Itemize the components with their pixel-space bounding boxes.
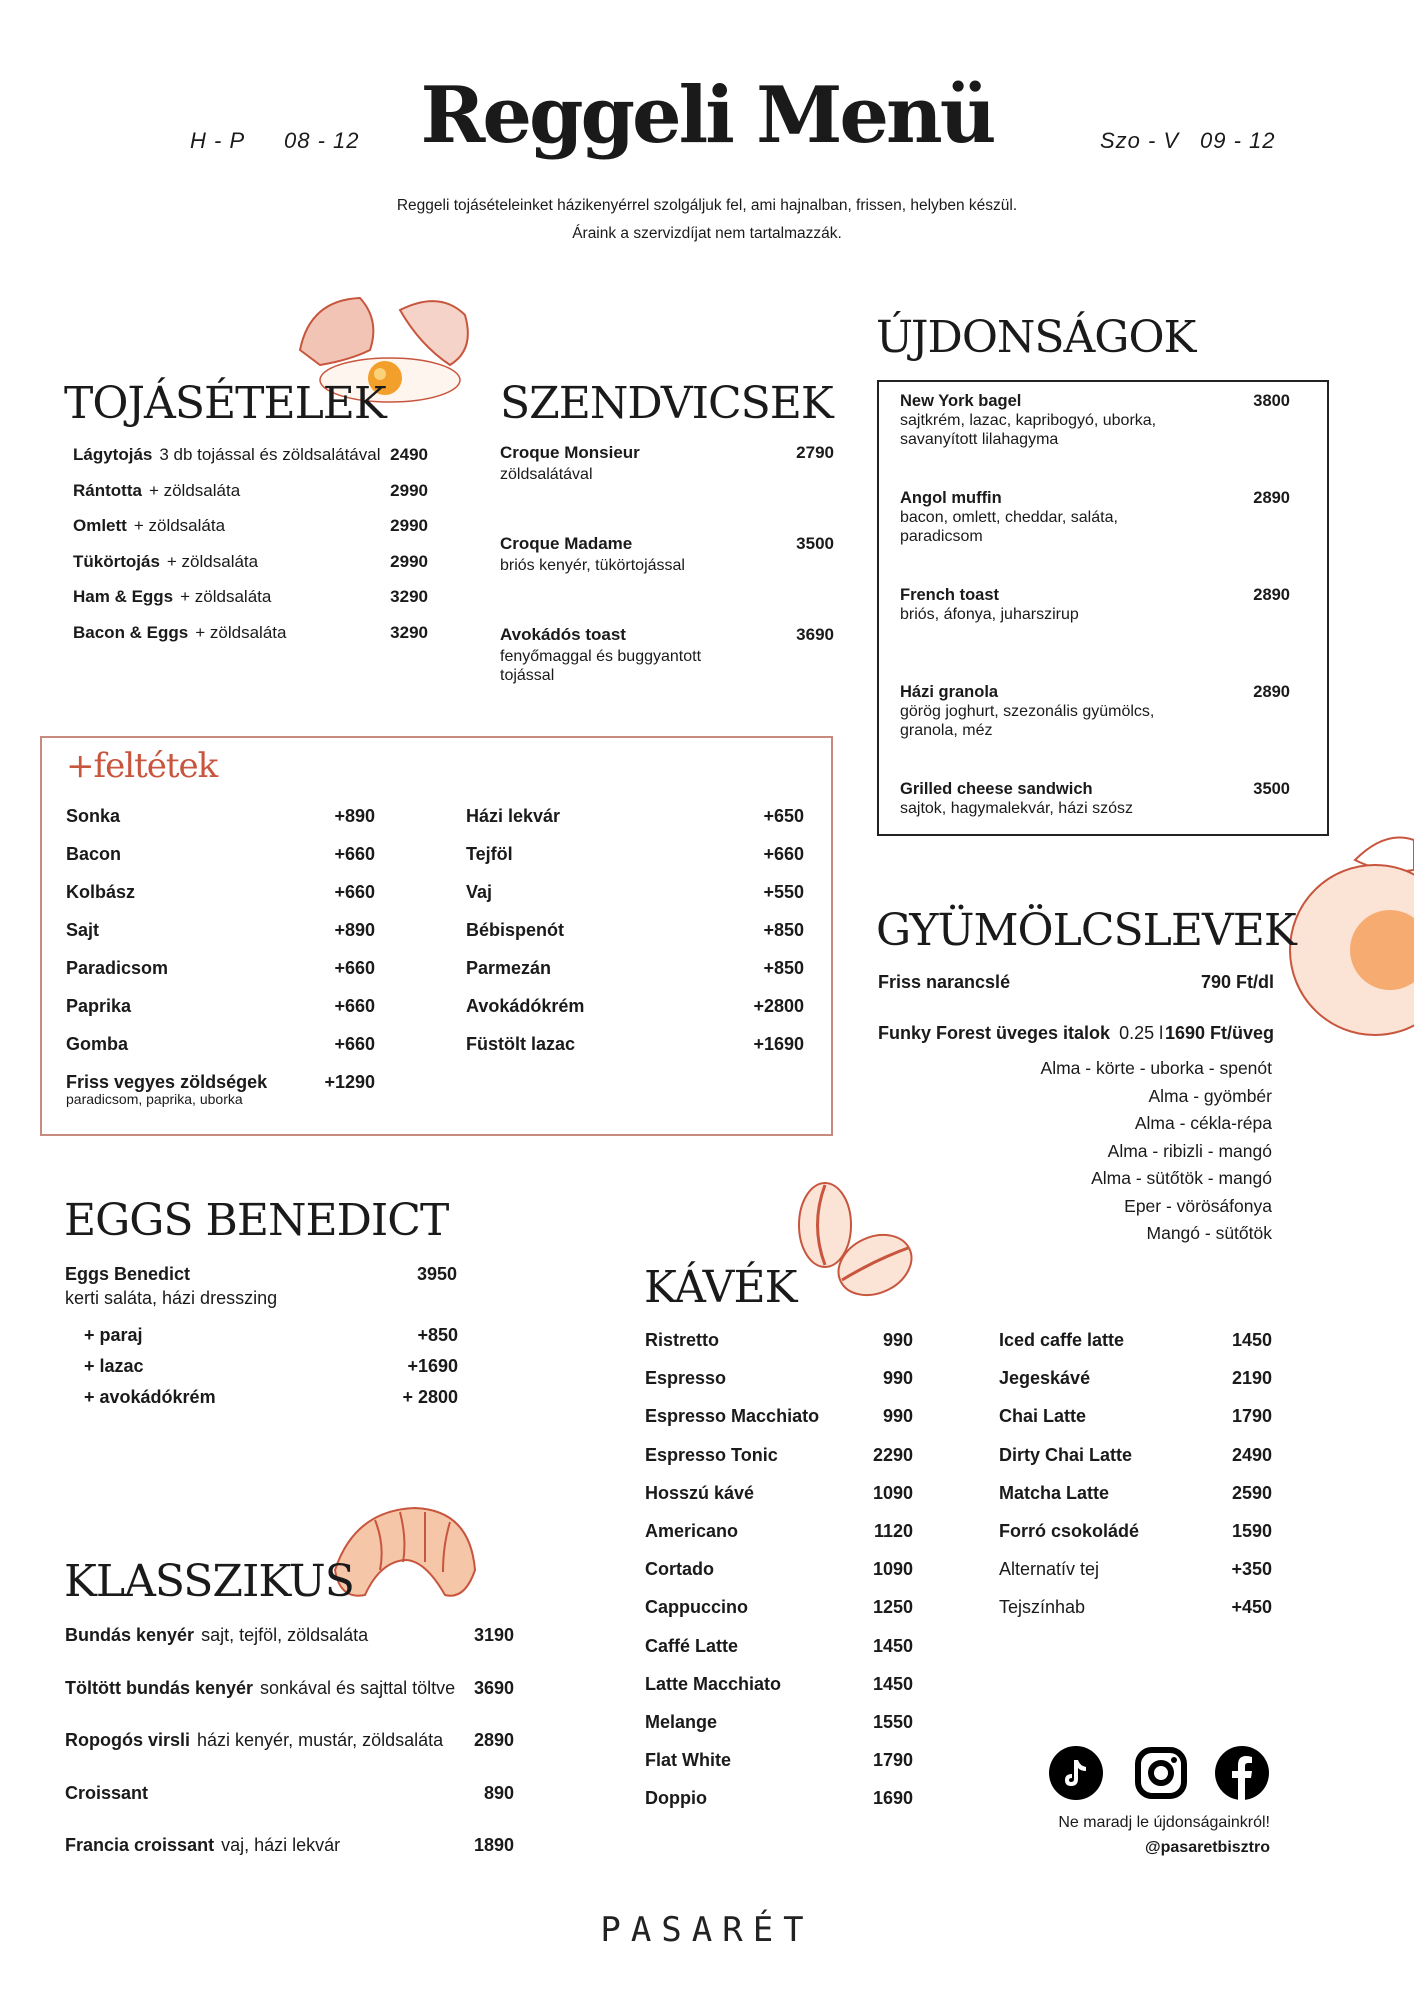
ujdonsag-item bbox=[900, 586, 1290, 624]
tojas-item-name: Ham & Eggs bbox=[73, 587, 174, 606]
kave-item bbox=[999, 1330, 1272, 1351]
tojas-item-price: 3290 bbox=[390, 587, 428, 606]
kave-item bbox=[999, 1368, 1272, 1389]
tojas-item bbox=[73, 481, 428, 501]
tojas-item-name: Bacon & Eggs bbox=[73, 622, 189, 642]
feltet-item bbox=[66, 806, 375, 827]
kave-item bbox=[645, 1750, 913, 1771]
juice-flavor: Eper - vörösáfonya bbox=[1124, 1195, 1272, 1216]
feltet-item-label bbox=[66, 844, 121, 865]
klasszikus-item-price: 3690 bbox=[473, 1677, 514, 1698]
kave-item-price: 1590 bbox=[1231, 1521, 1272, 1541]
kave-item-name: Cortado bbox=[645, 1559, 714, 1580]
kave-item-price: 1450 bbox=[872, 1673, 913, 1694]
tojas-item-desc: + zöldsaláta bbox=[166, 551, 259, 571]
feltet-item-price: +1290 bbox=[324, 1072, 375, 1092]
tojas-item-label bbox=[73, 445, 381, 465]
kave-item-name: Jegeskávé bbox=[999, 1368, 1091, 1389]
orange-juice-name: Friss narancslé bbox=[878, 972, 1011, 992]
ujdonsag-item-price: 2890 bbox=[1253, 489, 1290, 507]
kave-item bbox=[999, 1597, 1272, 1618]
funky-name: Funky Forest üveges italok bbox=[878, 1023, 1111, 1043]
szendvics-item-desc: briós kenyér, tükörtojással bbox=[500, 557, 685, 574]
funky-size: 0.25 l bbox=[1119, 1023, 1164, 1043]
kave-item-name: Melange bbox=[645, 1712, 718, 1732]
kave-item bbox=[999, 1521, 1272, 1542]
tojas-item bbox=[73, 516, 428, 536]
feltet-item bbox=[466, 1034, 804, 1055]
klasszikus-item-label bbox=[65, 1678, 455, 1699]
feltet-item-label bbox=[66, 1034, 128, 1055]
feltet-item-name: Bébispenót bbox=[466, 920, 565, 940]
klasszikus-item-desc: vaj, házi lekvár bbox=[221, 1835, 341, 1855]
tojas-item bbox=[73, 445, 428, 465]
ujdonsag-item-desc: sajtok, hagymalekvár, házi szósz bbox=[900, 800, 1133, 817]
kave-item-name: Americano bbox=[645, 1521, 739, 1541]
ujdonsag-item bbox=[900, 489, 1290, 546]
instagram-icon[interactable] bbox=[1134, 1746, 1188, 1800]
ujdonsag-item-desc: briós, áfonya, juharszirup bbox=[900, 606, 1079, 623]
tojas-item bbox=[73, 552, 428, 572]
kave-item-price: 990 bbox=[882, 1406, 913, 1427]
kave-item-name: Tejszínhab bbox=[999, 1597, 1086, 1618]
szendvics-item-name: Avokádós toast bbox=[500, 625, 626, 644]
feltet-item-name: Kolbász bbox=[66, 882, 136, 902]
feltet-item bbox=[66, 996, 375, 1017]
klasszikus-item bbox=[65, 1730, 514, 1751]
feltet-item-price: +660 bbox=[334, 958, 375, 978]
tojas-item-label bbox=[73, 587, 271, 607]
juice-flavor: Mangó - sütőtök bbox=[1146, 1223, 1272, 1243]
kave-item-name: Ristretto bbox=[645, 1330, 720, 1350]
tojas-item-label bbox=[73, 481, 240, 501]
kave-item-price: 1090 bbox=[872, 1559, 913, 1580]
ujdonsag-item-desc: sajtkrém, lazac, kapribogyó, uborka, savanyított lilahagyma bbox=[900, 412, 1157, 448]
feltet-item-name: Avokádókrém bbox=[466, 996, 585, 1016]
funky-price: 1690 Ft/üveg bbox=[1164, 1023, 1274, 1043]
klasszikus-item-price: 890 bbox=[483, 1782, 514, 1803]
szendvics-item bbox=[500, 443, 834, 484]
benedict-extra-price: +1690 bbox=[407, 1356, 458, 1376]
szendvics-item bbox=[500, 534, 834, 575]
ujdonsag-item-name: Angol muffin bbox=[900, 489, 1002, 507]
kave-item-name: Doppio bbox=[645, 1788, 707, 1809]
kave-item-price: 1790 bbox=[1231, 1406, 1272, 1427]
feltet-item-price: +660 bbox=[334, 996, 375, 1016]
feltet-item-price: +550 bbox=[763, 882, 804, 902]
tojas-item bbox=[73, 587, 428, 607]
weekday-hours: 08 - 12 bbox=[284, 128, 360, 153]
feltet-item-name: Tejföl bbox=[466, 844, 513, 864]
feltet-item-price: +850 bbox=[763, 920, 804, 940]
orange-juice-price: 790 Ft/dl bbox=[1200, 972, 1274, 992]
kave-item-name: Espresso Tonic bbox=[645, 1444, 778, 1465]
kave-item-name: Hosszú kávé bbox=[645, 1482, 755, 1503]
kave-item-price: 1090 bbox=[872, 1482, 913, 1503]
feltet-item-desc: paradicsom, paprika, uborka bbox=[66, 1091, 243, 1107]
feltet-item-price: +660 bbox=[334, 844, 375, 864]
feltet-item-name: Paradicsom bbox=[66, 958, 169, 978]
section-title-gyumolcslevek: GYÜMÖLCSLEVEK bbox=[876, 905, 1296, 956]
tojas-item-price: 3290 bbox=[390, 622, 428, 642]
kave-item-price: +350 bbox=[1231, 1559, 1272, 1580]
ujdonsag-item-name: French toast bbox=[900, 586, 1000, 604]
kave-item-name: Espresso Macchiato bbox=[645, 1406, 820, 1427]
kave-item bbox=[999, 1406, 1272, 1427]
ujdonsag-item-price: 2890 bbox=[1253, 683, 1290, 701]
feltet-item-price: +890 bbox=[334, 920, 375, 940]
orange-juice-row bbox=[878, 972, 1274, 993]
kave-item bbox=[645, 1445, 913, 1466]
kave-item-price: 990 bbox=[882, 1368, 913, 1389]
feltet-item bbox=[66, 882, 375, 903]
kave-item bbox=[645, 1521, 913, 1542]
klasszikus-item-desc: sonkával és sajttal töltve bbox=[260, 1677, 456, 1698]
tojas-item-desc: 3 db tojással és zöldsalátával bbox=[159, 445, 381, 464]
klasszikus-item-name: Ropogós virsli bbox=[65, 1730, 191, 1750]
szendvics-item-name: Croque Madame bbox=[500, 534, 633, 553]
szendvics-item-price: 2790 bbox=[796, 443, 834, 462]
tojas-item-name: Omlett bbox=[73, 516, 127, 535]
tojas-item-price: 2490 bbox=[390, 445, 428, 464]
feltet-item-price: +850 bbox=[763, 958, 804, 978]
feltet-item-name: Sonka bbox=[66, 806, 121, 826]
kave-item-name: Latte Macchiato bbox=[645, 1673, 782, 1694]
feltet-item-label bbox=[66, 806, 120, 827]
benedict-desc: kerti saláta, házi dresszing bbox=[65, 1288, 278, 1308]
benedict-extra-name: + lazac bbox=[84, 1356, 144, 1376]
feltet-item-price: +890 bbox=[334, 806, 375, 826]
kave-item-price: 2290 bbox=[872, 1444, 913, 1465]
feltet-item-label bbox=[66, 882, 135, 903]
tojas-item-label bbox=[73, 516, 225, 536]
kave-item bbox=[645, 1559, 913, 1580]
kave-item-price: 1450 bbox=[1231, 1330, 1272, 1350]
kave-item-name: Espresso bbox=[645, 1368, 727, 1389]
juice-flavor: Alma - sütőtök - mangó bbox=[1091, 1168, 1272, 1188]
szendvics-item-price: 3500 bbox=[796, 534, 834, 553]
feltet-item bbox=[466, 882, 804, 903]
kave-item bbox=[645, 1368, 913, 1389]
kave-item bbox=[999, 1483, 1272, 1504]
feltet-item-price: +660 bbox=[334, 1034, 375, 1054]
kave-item bbox=[645, 1483, 913, 1504]
kave-item bbox=[645, 1674, 913, 1695]
kave-item-price: 2490 bbox=[1231, 1444, 1272, 1465]
juice-flavor: Alma - gyömbér bbox=[1148, 1085, 1272, 1106]
kave-item-name: Iced caffe latte bbox=[999, 1330, 1125, 1350]
klasszikus-item-label bbox=[65, 1783, 148, 1804]
section-title-klasszikus: KLASSZIKUS bbox=[64, 1556, 354, 1607]
feltet-item-label bbox=[66, 1072, 267, 1107]
section-title-benedict: EGGS BENEDICT bbox=[64, 1195, 449, 1246]
kave-item-name: Chai Latte bbox=[999, 1406, 1087, 1427]
feltet-item-name: Parmezán bbox=[466, 958, 552, 978]
klasszikus-item-name: Bundás kenyér bbox=[65, 1625, 195, 1645]
kave-item bbox=[645, 1597, 913, 1618]
benedict-item bbox=[65, 1264, 457, 1309]
tojas-item-label bbox=[73, 552, 258, 572]
feltet-item bbox=[66, 958, 375, 979]
kave-item bbox=[999, 1559, 1272, 1580]
weekday-label: H - P bbox=[190, 128, 246, 153]
klasszikus-item-desc: sajt, tejföl, zöldsaláta bbox=[201, 1625, 369, 1645]
feltet-item bbox=[466, 806, 804, 827]
kave-item bbox=[645, 1330, 913, 1351]
feltet-item-name: Füstölt lazac bbox=[466, 1034, 576, 1054]
page-title: Reggeli Menü bbox=[420, 70, 994, 161]
tojas-item bbox=[73, 623, 428, 643]
weekend-label: Szo - V bbox=[1100, 128, 1180, 153]
klasszikus-item bbox=[65, 1783, 514, 1804]
klasszikus-item bbox=[65, 1678, 514, 1699]
section-title-kavek: KÁVÉK bbox=[644, 1262, 797, 1313]
benedict-extra bbox=[84, 1325, 458, 1346]
kave-item-price: 1550 bbox=[872, 1712, 913, 1732]
szendvics-item bbox=[500, 625, 834, 685]
feltet-item-name: Gomba bbox=[66, 1034, 129, 1054]
tojas-item-desc: + zöldsaláta bbox=[180, 587, 272, 606]
klasszikus-item-name: Töltött bundás kenyér bbox=[65, 1677, 254, 1698]
benedict-extra-name: + paraj bbox=[84, 1325, 143, 1345]
ujdonsag-item-price: 2890 bbox=[1253, 586, 1290, 604]
kave-item-price: 1450 bbox=[872, 1635, 913, 1656]
kave-item-price: 1250 bbox=[872, 1597, 913, 1618]
facebook-icon[interactable] bbox=[1215, 1746, 1269, 1800]
klasszikus-item-label bbox=[65, 1625, 368, 1646]
feltet-item-price: +650 bbox=[763, 806, 804, 826]
kave-item-name: Matcha Latte bbox=[999, 1482, 1110, 1503]
klasszikus-item-name: Croissant bbox=[65, 1782, 149, 1803]
social-tagline: Ne maradj le újdonságainkról! bbox=[1058, 1814, 1270, 1831]
kave-item bbox=[999, 1445, 1272, 1466]
feltet-item-name: Sajt bbox=[66, 920, 100, 940]
header-note bbox=[0, 192, 1414, 248]
feltet-item bbox=[466, 996, 804, 1017]
ujdonsag-item-name: Házi granola bbox=[900, 683, 999, 701]
juice-flavor: Alma - körte - uborka - spenót bbox=[1040, 1058, 1272, 1078]
section-title-szendvicsek: SZENDVICSEK bbox=[500, 378, 833, 429]
klasszikus-item-name: Francia croissant bbox=[65, 1835, 215, 1855]
ujdonsag-item-price: 3800 bbox=[1253, 392, 1290, 410]
feltet-item-price: +660 bbox=[763, 844, 804, 864]
ujdonsag-item-name: New York bagel bbox=[900, 392, 1022, 410]
kave-item-name: Forró csokoládé bbox=[999, 1521, 1140, 1541]
feltet-item-name: Bacon bbox=[66, 844, 122, 864]
klasszikus-item-price: 1890 bbox=[473, 1835, 514, 1855]
benedict-extra bbox=[84, 1387, 458, 1408]
funky-row bbox=[878, 1023, 1274, 1044]
feltetek-title: +feltétek bbox=[66, 746, 218, 786]
feltet-item-name: Házi lekvár bbox=[466, 806, 561, 826]
kave-item bbox=[645, 1788, 913, 1809]
benedict-price: 3950 bbox=[416, 1264, 457, 1284]
feltet-item-name: Paprika bbox=[66, 996, 132, 1016]
feltet-item bbox=[466, 958, 804, 979]
szendvics-item-name: Croque Monsieur bbox=[500, 443, 640, 462]
kave-item-price: 2590 bbox=[1231, 1482, 1272, 1503]
kave-item bbox=[645, 1636, 913, 1657]
tojas-item-price: 2990 bbox=[390, 551, 428, 571]
szendvics-item-desc: zöldsalátával bbox=[500, 466, 593, 483]
ujdonsag-item-desc: görög joghurt, szezonális gyümölcs, granola, méz bbox=[900, 703, 1155, 739]
feltet-item-label bbox=[66, 958, 168, 979]
tojas-item-name: Rántotta bbox=[73, 480, 142, 500]
juice-flavor: Alma - cékla-répa bbox=[1134, 1113, 1272, 1133]
ujdonsag-item bbox=[900, 683, 1290, 740]
feltet-item-name: Friss vegyes zöldségek bbox=[66, 1072, 268, 1092]
klasszikus-item-price: 2890 bbox=[473, 1730, 514, 1750]
kave-item-name: Alternatív tej bbox=[999, 1559, 1100, 1580]
benedict-extra-price: +850 bbox=[417, 1325, 458, 1345]
feltet-item-name: Vaj bbox=[466, 882, 493, 902]
kave-item bbox=[645, 1406, 913, 1427]
benedict-extra bbox=[84, 1356, 458, 1377]
benedict-name: Eggs Benedict bbox=[65, 1264, 191, 1284]
klasszikus-item-price: 3190 bbox=[473, 1625, 514, 1645]
kave-item-price: 1790 bbox=[872, 1750, 913, 1771]
tojas-item-desc: + zöldsaláta bbox=[195, 622, 287, 642]
feltet-item bbox=[466, 920, 804, 941]
ujdonsag-item bbox=[900, 392, 1290, 449]
kave-item-name: Flat White bbox=[645, 1750, 731, 1771]
feltet-item bbox=[66, 1072, 375, 1107]
klasszikus-item-desc: házi kenyér, mustár, zöldsaláta bbox=[197, 1730, 444, 1750]
tojas-item-label bbox=[73, 623, 286, 643]
tojas-item-price: 2990 bbox=[390, 516, 428, 535]
feltet-item bbox=[66, 920, 375, 941]
feltet-item-price: +2800 bbox=[753, 996, 804, 1016]
feltet-item-price: +660 bbox=[334, 882, 375, 902]
juice-flavor: Alma - ribizli - mangó bbox=[1107, 1140, 1272, 1161]
kave-item-price: 2190 bbox=[1231, 1368, 1272, 1389]
tojas-item-name: Tükörtojás bbox=[73, 551, 160, 571]
klasszikus-item-label bbox=[65, 1835, 340, 1856]
tojas-item-price: 2990 bbox=[390, 480, 428, 500]
klasszikus-item-label bbox=[65, 1730, 443, 1751]
kave-item-name: Caffé Latte bbox=[645, 1635, 739, 1656]
klasszikus-item bbox=[65, 1835, 514, 1856]
ujdonsag-item-price: 3500 bbox=[1253, 780, 1290, 798]
kave-item-price: 990 bbox=[882, 1330, 913, 1350]
header-note-line1: Reggeli tojásételeinket házikenyérrel szolgáljuk fel, ami hajnalban, frissen, helyben készül. bbox=[396, 197, 1018, 214]
section-title-tojasetelek: TOJÁSÉTELEK bbox=[64, 378, 386, 429]
feltet-item-label bbox=[66, 996, 131, 1017]
feltet-item bbox=[66, 1034, 375, 1055]
feltet-item bbox=[66, 844, 375, 865]
klasszikus-item bbox=[65, 1625, 514, 1646]
section-title-ujdonsagok: ÚJDONSÁGOK bbox=[876, 312, 1196, 363]
kave-item-name: Cappuccino bbox=[645, 1597, 749, 1618]
pasaret-logo: PASARÉT bbox=[600, 1910, 814, 1950]
tojas-item-name: Lágytojás bbox=[73, 445, 153, 464]
benedict-extra-price: + 2800 bbox=[402, 1387, 458, 1407]
tojas-item-desc: + zöldsaláta bbox=[133, 516, 226, 535]
kave-item-price: +450 bbox=[1231, 1597, 1272, 1618]
szendvics-item-price: 3690 bbox=[796, 625, 834, 644]
szendvics-item-desc: fenyőmaggal és buggyantott tojással bbox=[500, 648, 702, 684]
kave-item-name: Dirty Chai Latte bbox=[999, 1444, 1133, 1465]
feltet-item-price: +1690 bbox=[753, 1034, 804, 1054]
ujdonsag-item-desc: bacon, omlett, cheddar, saláta, paradicsom bbox=[900, 509, 1118, 545]
feltet-item bbox=[466, 844, 804, 865]
tiktok-icon[interactable] bbox=[1049, 1746, 1103, 1800]
feltet-item-label bbox=[66, 920, 99, 941]
header-note-line2: Áraink a szervizdíjat nem tartalmazzák. bbox=[572, 225, 842, 242]
kave-item-price: 1120 bbox=[873, 1521, 913, 1541]
ujdonsag-item bbox=[900, 780, 1290, 818]
kave-item bbox=[645, 1712, 913, 1733]
kave-item-price: 1690 bbox=[872, 1788, 913, 1809]
ujdonsag-item-name: Grilled cheese sandwich bbox=[900, 780, 1093, 798]
tojas-item-desc: + zöldsaláta bbox=[148, 480, 241, 500]
weekend-hours: 09 - 12 bbox=[1200, 128, 1276, 153]
benedict-extra-name: + avokádókrém bbox=[84, 1387, 216, 1407]
coffee-beans-illustration bbox=[780, 1180, 920, 1310]
social-handle[interactable]: @pasaretbisztro bbox=[1145, 1839, 1270, 1856]
